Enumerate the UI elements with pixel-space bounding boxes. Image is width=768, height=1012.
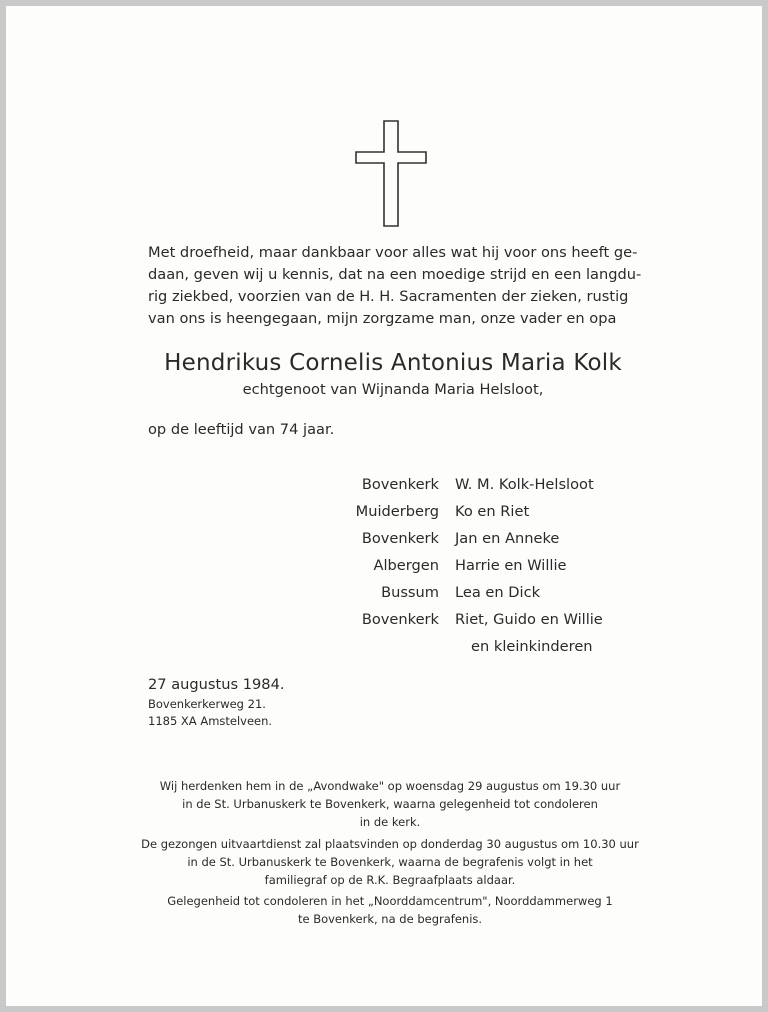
- family-list: [300, 476, 660, 665]
- spouse-line: echtgenoot van Wijnanda Maria Helsloot,: [242, 381, 544, 398]
- notice-line: familiegraf op de R.K. Begraafplaats aldaar.: [264, 873, 516, 887]
- family-names: Lea en Dick: [455, 584, 541, 601]
- address-city: 1185 XA Amstelveen.: [148, 714, 273, 728]
- deceased-name: Hendrikus Cornelis Antonius Maria Kolk: [164, 350, 622, 376]
- intro-line: rig ziekbed, voorzien van de H. H. Sacramenten der zieken, rustig: [148, 288, 629, 305]
- notice-date: 27 augustus 1984.: [148, 676, 285, 693]
- intro-line: daan, geven wij u kennis, dat na een moedige strijd en een langdu-: [148, 266, 642, 283]
- family-names: Jan en Anneke: [455, 530, 560, 547]
- intro-line: van ons is heengegaan, mijn zorgzame man, onze vader en opa: [148, 310, 617, 327]
- family-row: [300, 503, 660, 530]
- cross-icon: [354, 120, 428, 228]
- family-place: Bovenkerk: [361, 611, 439, 628]
- notice-line: in de St. Urbanuskerk te Bovenkerk, waarna de begrafenis volgt in het: [187, 855, 593, 869]
- family-place: Bussum: [381, 584, 439, 601]
- family-row: [300, 476, 660, 503]
- family-place: Muiderberg: [355, 503, 439, 520]
- family-place: Bovenkerk: [361, 476, 439, 493]
- address-street: Bovenkerkerweg 21.: [148, 697, 266, 711]
- notice-line: in de kerk.: [359, 815, 421, 829]
- notice-line: te Bovenkerk, na de begrafenis.: [297, 912, 483, 926]
- family-row: [300, 557, 660, 584]
- notice-line: in de St. Urbanuskerk te Bovenkerk, waarna gelegenheid tot condoleren: [182, 797, 598, 811]
- notice-line: De gezongen uitvaartdienst zal plaatsvinden op donderdag 30 augustus om 10.30 uur: [141, 837, 639, 851]
- family-names: W. M. Kolk-Helsloot: [455, 476, 594, 493]
- family-row: [300, 530, 660, 557]
- wake-notice: [120, 777, 660, 831]
- family-place: Bovenkerk: [361, 530, 439, 547]
- family-names: Ko en Riet: [455, 503, 530, 520]
- intro-line: Met droefheid, maar dankbaar voor alles wat hij voor ons heeft ge-: [148, 244, 638, 261]
- family-names: Harrie en Willie: [455, 557, 567, 574]
- condolence-notice: [120, 892, 660, 928]
- notice-line: Wij herdenken hem in de „Avondwake" op woensdag 29 augustus om 19.30 uur: [159, 779, 621, 793]
- age-line: op de leeftijd van 74 jaar.: [148, 421, 335, 438]
- funeral-notice: [120, 835, 660, 889]
- intro-text: [148, 242, 642, 330]
- notice-line: Gelegenheid tot condoleren in het „Noorddamcentrum", Noorddammerweg 1: [167, 894, 613, 908]
- family-names: Riet, Guido en Willie: [455, 611, 603, 628]
- family-row: [300, 611, 660, 638]
- family-row: [300, 584, 660, 611]
- family-place: Albergen: [373, 557, 439, 574]
- grandchildren-line: en kleinkinderen: [471, 638, 593, 655]
